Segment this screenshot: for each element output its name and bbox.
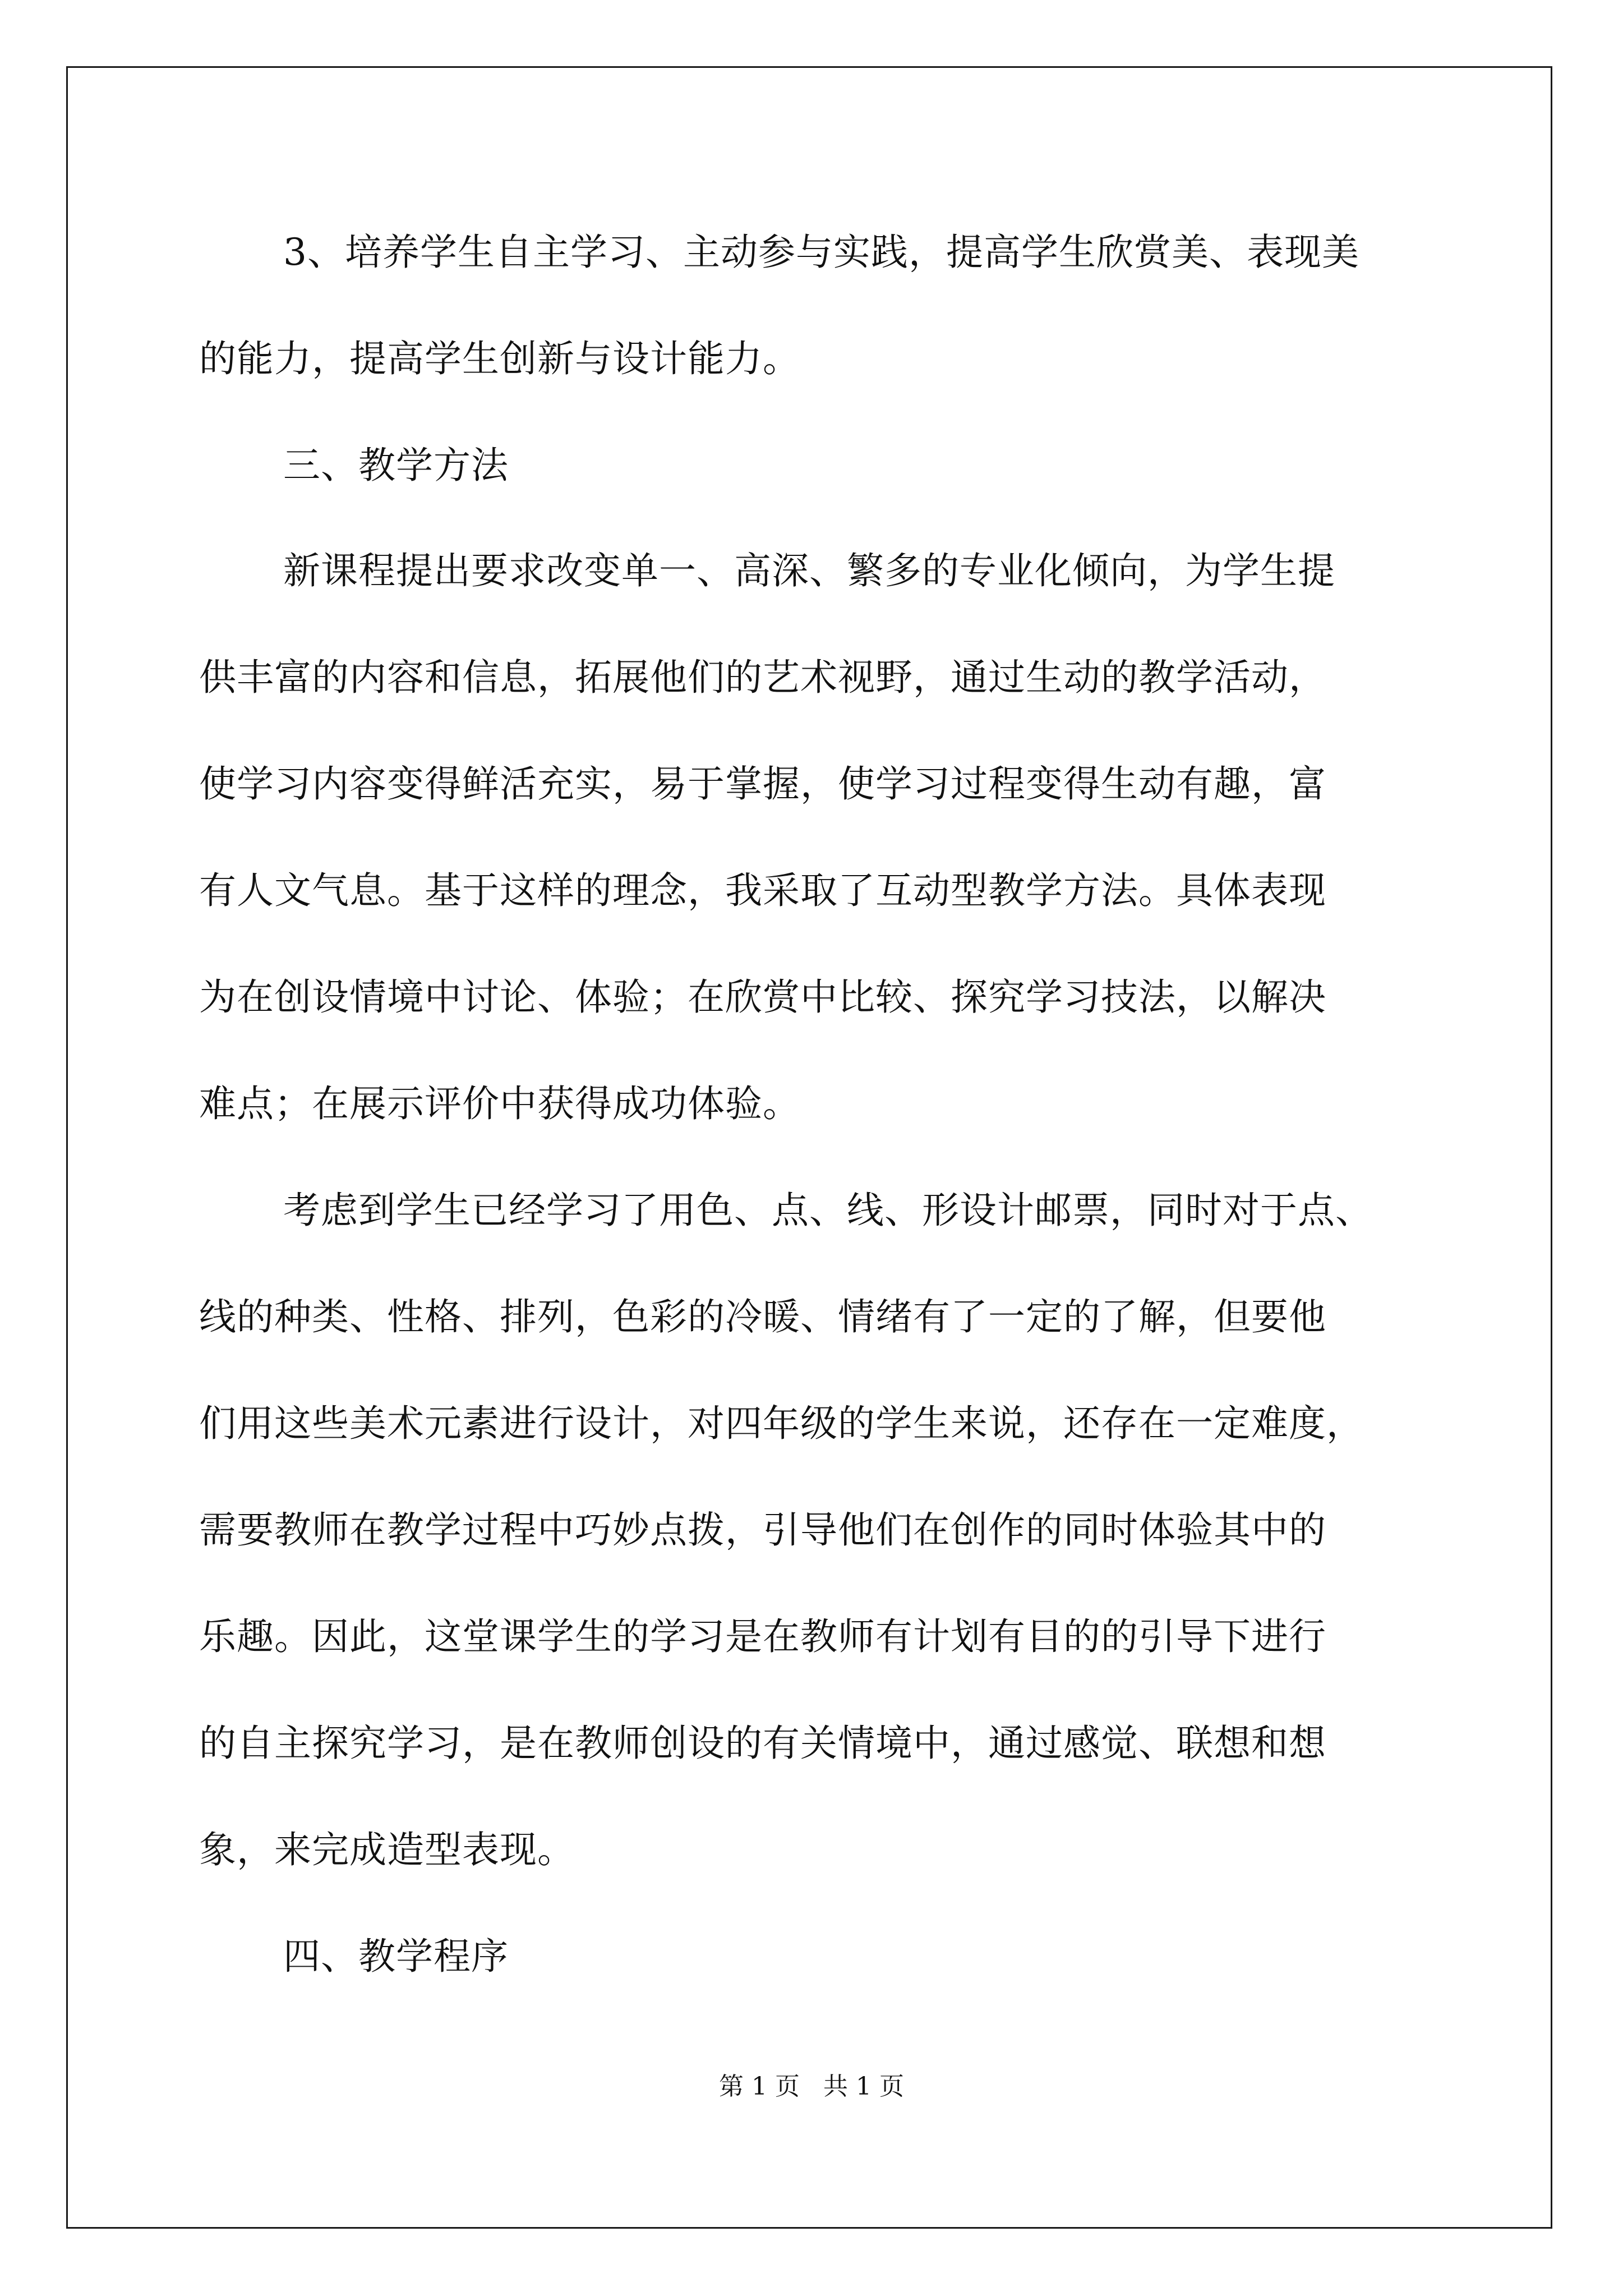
page-border: [66, 66, 1552, 2229]
paragraph-line: 乐趣。因此，这堂课学生的学习是在教师有计划有目的的引导下进行: [199, 1615, 1326, 1658]
section-heading: 三、教学方法: [283, 444, 509, 487]
paragraph-line: 供丰富的内容和信息，拓展他们的艺术视野，通过生动的教学活动，: [199, 656, 1326, 699]
paragraph-line: 象，来完成造型表现。: [199, 1828, 575, 1871]
paragraph-line: 新课程提出要求改变单一、高深、繁多的专业化倾向，为学生提: [283, 549, 1335, 592]
paragraph-line: 难点；在展示评价中获得成功体验。: [199, 1082, 800, 1125]
paragraph-line: 考虑到学生已经学习了用色、点、线、形设计邮票，同时对于点、: [283, 1189, 1373, 1232]
page-number-footer: 第 1 页 共 1 页: [719, 2072, 904, 2101]
paragraph-line: 为在创设情境中讨论、体验；在欣赏中比较、探究学习技法，以解决: [199, 976, 1326, 1019]
paragraph-line: 有人文气息。基于这样的理念，我采取了互动型教学方法。具体表现: [199, 869, 1326, 912]
paragraph-line: 的自主探究学习，是在教师创设的有关情境中，通过感觉、联想和想: [199, 1722, 1326, 1765]
paragraph-line: 线的种类、性格、排列，色彩的冷暖、情绪有了一定的了解，但要他: [199, 1295, 1326, 1338]
paragraph-line: 的能力，提高学生创新与设计能力。: [199, 337, 800, 380]
paragraph-line: 们用这些美术元素进行设计，对四年级的学生来说，还存在一定难度，: [199, 1402, 1364, 1445]
paragraph-line: 需要教师在教学过程中巧妙点拨，引导他们在创作的同时体验其中的: [199, 1508, 1326, 1552]
paragraph-line: 使学习内容变得鲜活充实，易于掌握，使学习过程变得生动有趣，富: [199, 762, 1326, 806]
section-heading: 四、教学程序: [283, 1935, 509, 1978]
paragraph-line: 3、培养学生自主学习、主动参与实践，提高学生欣赏美、表现美: [283, 231, 1359, 274]
